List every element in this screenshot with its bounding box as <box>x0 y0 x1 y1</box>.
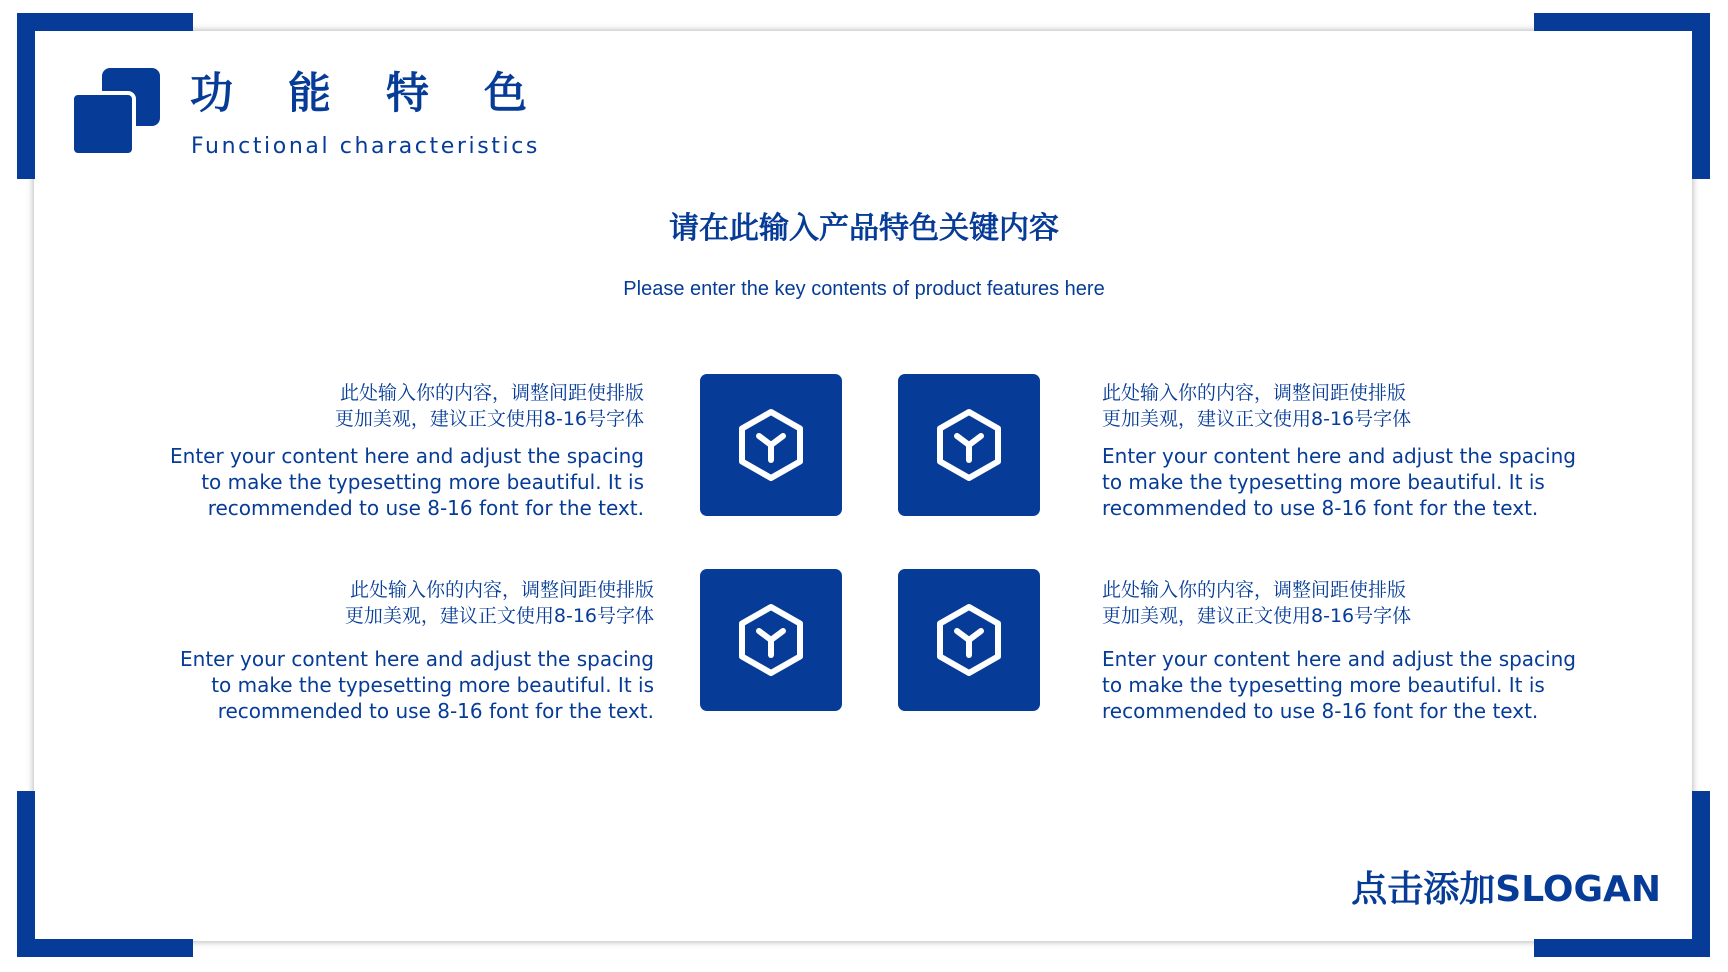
feature-cn-text <box>134 577 654 629</box>
section-title-en: Functional characteristics <box>191 134 540 159</box>
feature-icon-box-4 <box>898 569 1040 711</box>
slogan-text[interactable]: 点击添加SLOGAN <box>1351 869 1661 910</box>
cube-icon <box>733 602 809 678</box>
feature-icon-box-1 <box>700 374 842 516</box>
overlapping-squares-logo-icon <box>74 68 162 154</box>
feature-icon-box-2 <box>898 374 1040 516</box>
subheadline: Please enter the key contents of product features here <box>623 278 1105 300</box>
feature-text-2 <box>1102 380 1622 521</box>
logo-square-front <box>70 91 136 157</box>
feature-cn-text <box>1102 577 1622 629</box>
feature-cn-line: 此处输入你的内容，调整间距使排版 <box>1102 579 1407 601</box>
feature-en-line: Enter your content here and adjust the spacing <box>180 647 654 671</box>
feature-text-1 <box>124 380 644 521</box>
cube-icon <box>733 407 809 483</box>
feature-en-text <box>134 646 654 724</box>
corner-bracket-top-right <box>1534 13 1710 179</box>
feature-cn-line: 此处输入你的内容，调整间距使排版 <box>339 382 644 404</box>
headline: 请在此输入产品特色关键内容 <box>669 211 1059 246</box>
feature-en-line: recommended to use 8-16 font for the text. <box>207 496 644 520</box>
feature-en-line: to make the typesetting more beautiful. It is <box>1102 470 1545 494</box>
cube-icon <box>931 407 1007 483</box>
feature-en-line: Enter your content here and adjust the spacing <box>1102 444 1576 468</box>
feature-cn-line: 此处输入你的内容，调整间距使排版 <box>349 579 654 601</box>
corner-bracket-bottom-left <box>17 791 193 957</box>
feature-en-line: recommended to use 8-16 font for the text. <box>217 699 654 723</box>
feature-en-text <box>1102 443 1622 521</box>
feature-en-line: Enter your content here and adjust the spacing <box>170 444 644 468</box>
feature-cn-line: 更加美观，建议正文使用8-16号字体 <box>1102 408 1412 430</box>
feature-en-text <box>124 443 644 521</box>
section-title-cn: 功能特色 <box>190 69 582 119</box>
feature-en-line: Enter your content here and adjust the spacing <box>1102 647 1576 671</box>
feature-cn-line: 更加美观，建议正文使用8-16号字体 <box>334 408 644 430</box>
feature-icon-box-3 <box>700 569 842 711</box>
feature-en-line: to make the typesetting more beautiful. It is <box>211 673 654 697</box>
feature-cn-text <box>124 380 644 432</box>
feature-cn-line: 更加美观，建议正文使用8-16号字体 <box>344 605 654 627</box>
cube-icon <box>931 602 1007 678</box>
feature-en-line: to make the typesetting more beautiful. It is <box>1102 673 1545 697</box>
feature-cn-line: 更加美观，建议正文使用8-16号字体 <box>1102 605 1412 627</box>
feature-cn-text <box>1102 380 1622 432</box>
feature-text-3 <box>134 577 654 724</box>
feature-en-line: recommended to use 8-16 font for the text. <box>1102 699 1539 723</box>
feature-text-4 <box>1102 577 1622 724</box>
feature-cn-line: 此处输入你的内容，调整间距使排版 <box>1102 382 1407 404</box>
feature-en-text <box>1102 646 1622 724</box>
feature-en-line: recommended to use 8-16 font for the text. <box>1102 496 1539 520</box>
feature-en-line: to make the typesetting more beautiful. It is <box>201 470 644 494</box>
